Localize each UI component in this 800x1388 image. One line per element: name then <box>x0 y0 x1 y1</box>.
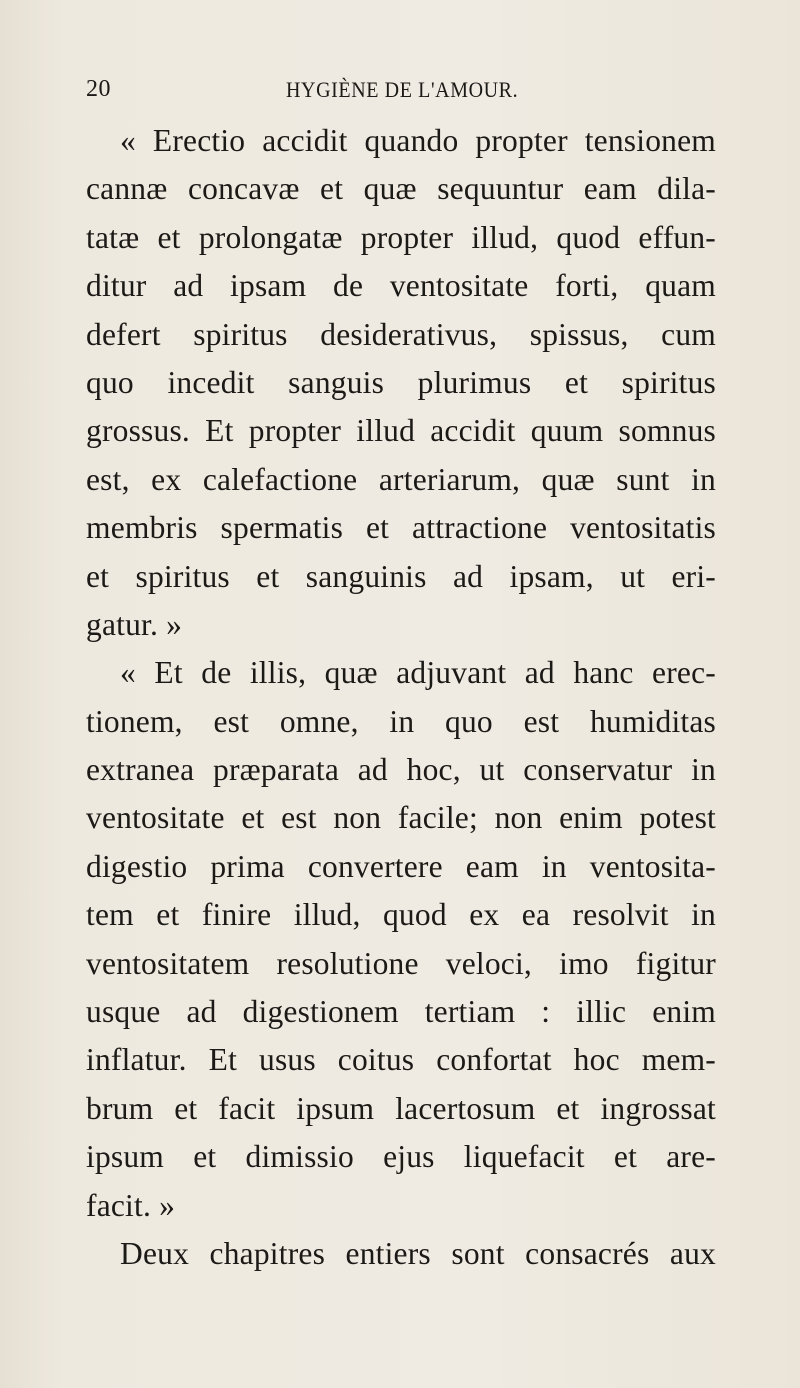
text-line: extranea præparata ad hoc, ut conservatur in <box>86 752 716 788</box>
text-line: « Et de illis, quæ adjuvant ad hanc erec- <box>120 655 716 691</box>
text-line: ditur ad ipsam de ventositate forti, quam <box>86 268 716 304</box>
text-line: usque ad digestionem tertiam : illic enim <box>86 994 716 1030</box>
page-number: 20 <box>86 76 111 102</box>
text-line: defert spiritus desiderativus, spissus, cum <box>86 316 716 352</box>
text-line: ventositatem resolutione veloci, imo figitur <box>86 945 716 981</box>
running-title: HYGIÈNE DE L'AMOUR. <box>286 78 519 103</box>
text-line: grossus. Et propter illud accidit quum somnus <box>86 413 716 449</box>
text-line: ventositate et est non facile; non enim potest <box>86 800 716 836</box>
text-line: brum et facit ipsum lacertosum et ingrossat <box>86 1090 716 1126</box>
text-line: inflatur. Et usus coitus confortat hoc mem- <box>86 1042 716 1078</box>
text-line: et spiritus et sanguinis ad ipsam, ut eri- <box>86 558 716 594</box>
body-text <box>86 117 716 1278</box>
text-line: tionem, est omne, in quo est humiditas <box>86 703 716 739</box>
text-line: Deux chapitres entiers sont consacrés aux <box>120 1235 716 1271</box>
text-line: cannæ concavæ et quæ sequuntur eam dila- <box>86 171 716 207</box>
text-line: quo incedit sanguis plurimus et spiritus <box>86 364 716 400</box>
text-line: est, ex calefactione arteriarum, quæ sunt in <box>86 461 716 497</box>
page-header <box>86 76 726 106</box>
text-line: digestio prima convertere eam in ventosita- <box>86 848 716 884</box>
text-line: « Erectio accidit quando propter tensionem <box>120 123 716 158</box>
text-line: gatur. » <box>86 606 183 642</box>
text-line: tatæ et prolongatæ propter illud, quod effun- <box>86 219 716 255</box>
text-line: tem et finire illud, quod ex ea resolvit in <box>86 897 716 933</box>
text-line: facit. » <box>86 1187 176 1223</box>
text-line: membris spermatis et attractione ventositatis <box>86 510 716 546</box>
text-line: ipsum et dimissio ejus liquefacit et are- <box>86 1139 716 1175</box>
